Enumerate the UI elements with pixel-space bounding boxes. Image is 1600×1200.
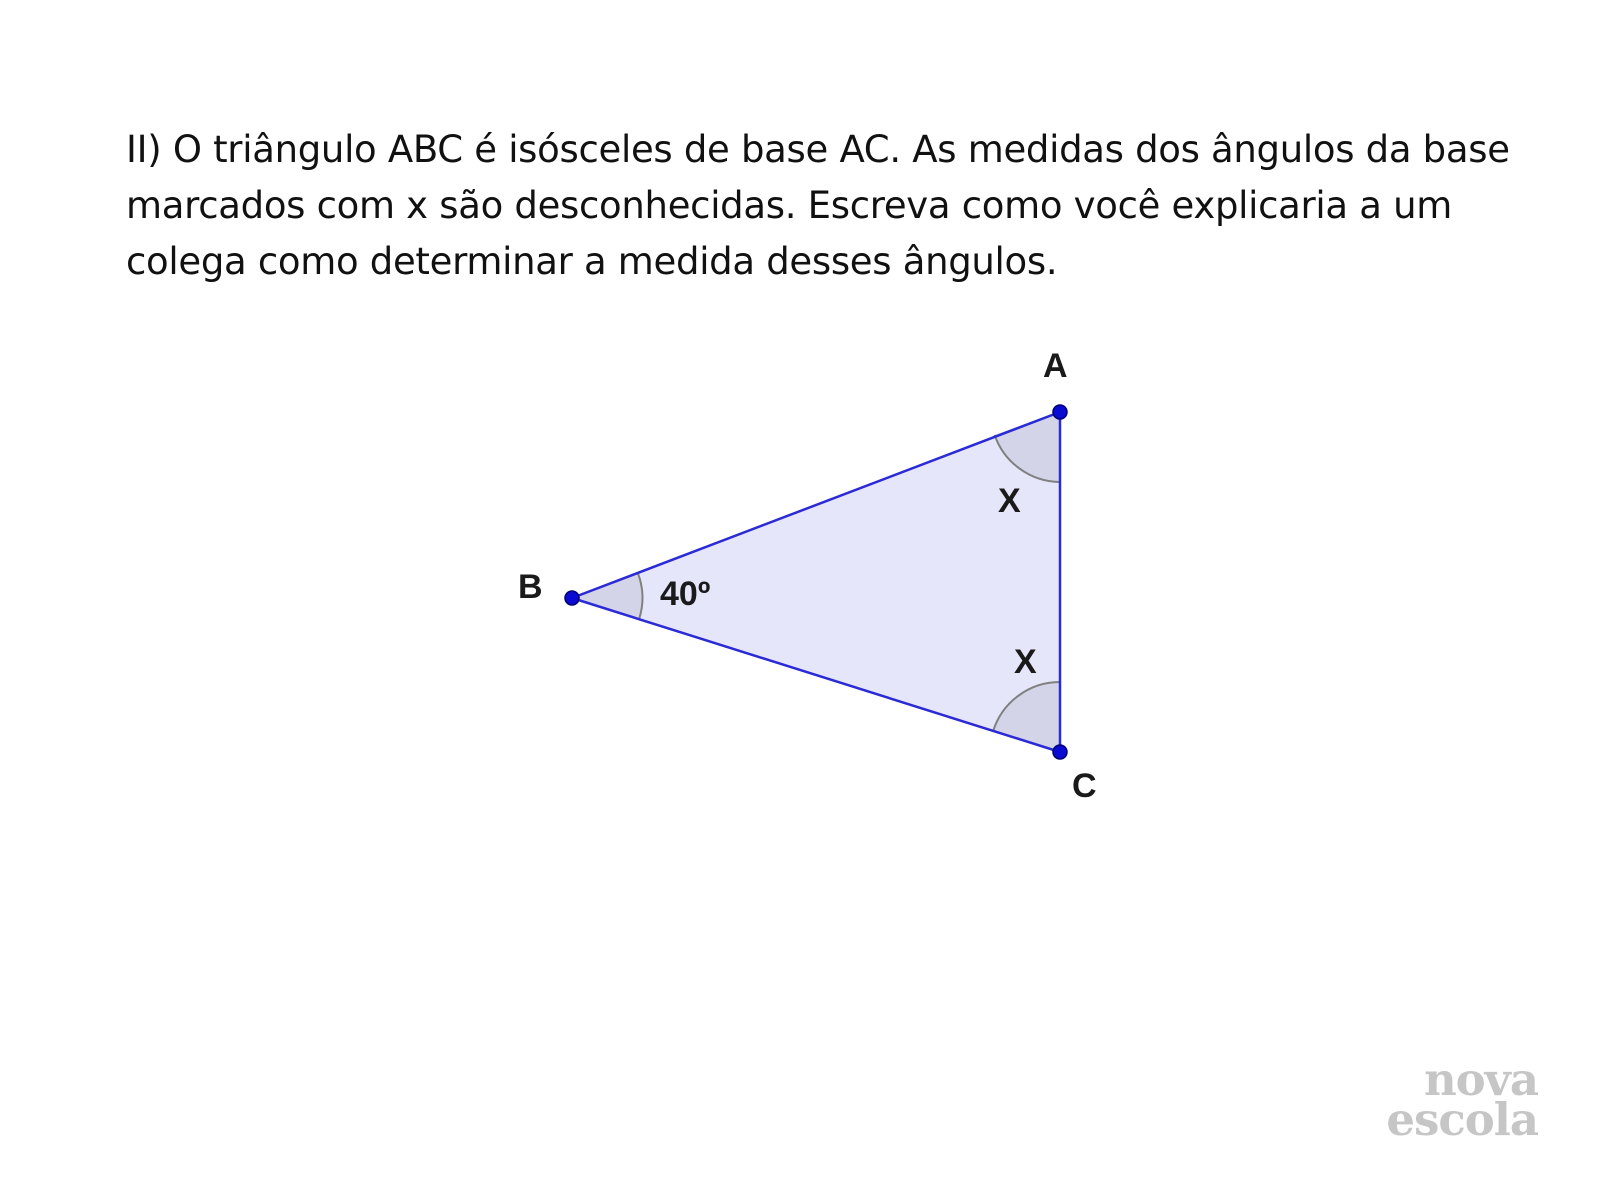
question-line-1: II) O triângulo ABC é isósceles de base AC. As medidas dos ângulos da base — [126, 128, 1510, 171]
nova-escola-logo — [1386, 1053, 1538, 1146]
angle-label-c: X — [1014, 643, 1037, 681]
question-line-2: marcados com x são desconhecidas. Escreva como você explicaria a um — [126, 184, 1452, 227]
angle-sector-b — [572, 573, 642, 619]
vertex-b — [565, 591, 579, 605]
triangle-abc — [572, 412, 1060, 752]
angle-label-b: 40º — [660, 575, 711, 613]
vertex-label-a: A — [1043, 347, 1068, 385]
angle-label-a: X — [998, 482, 1021, 520]
vertex-label-b: B — [518, 568, 543, 606]
vertex-c — [1053, 745, 1067, 759]
logo-line-nova: nova — [1423, 1053, 1538, 1106]
vertex-a — [1053, 405, 1067, 419]
vertex-label-c: C — [1072, 767, 1097, 805]
question-line-3: colega como determinar a medida desses ângulos. — [126, 240, 1058, 283]
logo-line-escola: escola — [1386, 1093, 1538, 1146]
